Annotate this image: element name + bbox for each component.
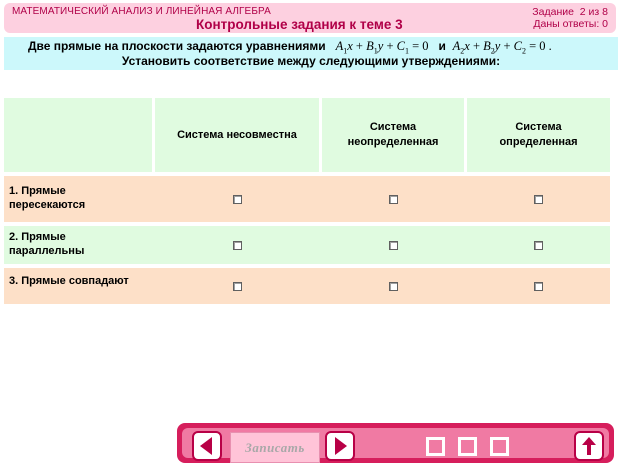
arrow-up-icon: [576, 433, 602, 459]
square-icon[interactable]: [458, 437, 477, 456]
arrow-right-icon: [327, 433, 353, 459]
column-header-inconsistent: Система несовместна: [155, 98, 319, 172]
arrow-left-icon: [194, 433, 220, 459]
checkbox-row1-col1[interactable]: [233, 195, 242, 204]
column-header-indeterminate: Система неопределенная: [322, 98, 464, 172]
save-button[interactable]: Записать: [230, 432, 320, 463]
table-header-row: [4, 98, 610, 172]
answers-label: Даны ответы:: [533, 18, 600, 30]
table-row: [4, 268, 610, 304]
cell: [322, 226, 464, 264]
checkbox-row1-col2[interactable]: [389, 195, 398, 204]
answers-count: 0: [602, 18, 608, 30]
question-text: Две прямые на плоскости задаются уравнениями: [28, 39, 326, 53]
up-button[interactable]: [574, 431, 604, 461]
footer-panel: [182, 428, 609, 458]
cell: [467, 226, 610, 264]
checkbox-row2-col1[interactable]: [233, 241, 242, 250]
question-connector: и: [438, 39, 446, 53]
row-label-parallel: 2. Прямые параллельны: [9, 231, 85, 257]
cell: [322, 176, 464, 222]
checkbox-row3-col1[interactable]: [233, 282, 242, 291]
question-panel: [4, 37, 618, 70]
cell: [155, 176, 319, 222]
square-icon[interactable]: [426, 437, 445, 456]
checkbox-row2-col3[interactable]: [534, 241, 543, 250]
cell: [467, 268, 610, 304]
table-row: [4, 176, 610, 222]
task-info: [532, 6, 608, 30]
header-cell-empty: [4, 98, 152, 172]
checkbox-row3-col3[interactable]: [534, 282, 543, 291]
table-row: [4, 226, 610, 264]
cell: [155, 268, 319, 304]
column-header-determinate: Система определенная: [467, 98, 610, 172]
equation-2: $A_2x + B_2y + C_2 = 0$ .: [452, 39, 552, 56]
task-label: Задание: [532, 6, 574, 18]
cell: [155, 226, 319, 264]
subject-title: МАТЕМАТИЧЕСКИЙ АНАЛИЗ И ЛИНЕЙНАЯ АЛГЕБРА: [12, 6, 271, 17]
question-line-2: Установить соответствие между следующими утверждениями:: [121, 54, 501, 68]
cell: [322, 268, 464, 304]
checkbox-row1-col3[interactable]: [534, 195, 543, 204]
square-icon[interactable]: [490, 437, 509, 456]
checkbox-row2-col2[interactable]: [389, 241, 398, 250]
row-label-intersect: 1. Прямые пересекаются: [9, 185, 86, 211]
cell: [467, 176, 610, 222]
equation-1: $A_1x + B_1y + C_1 = 0$: [335, 39, 429, 56]
footer-nav: [177, 423, 614, 463]
task-number: 2 из 8: [579, 6, 608, 18]
next-button[interactable]: [325, 431, 355, 461]
topic-title: Контрольные задания к теме 3: [196, 17, 403, 32]
row-label-coincide: 3. Прямые совпадают: [9, 275, 129, 287]
header-bar: [4, 3, 616, 33]
prev-button[interactable]: [192, 431, 222, 461]
checkbox-row3-col2[interactable]: [389, 282, 398, 291]
